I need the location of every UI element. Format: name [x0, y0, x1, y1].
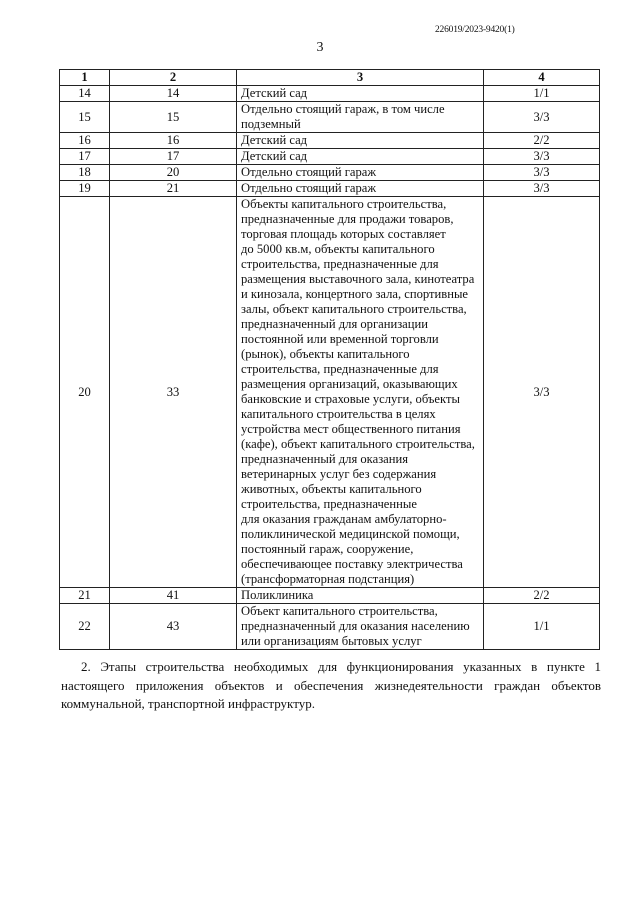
cell-text: 15	[78, 109, 91, 124]
cell-c3	[237, 86, 484, 102]
cell-c3	[237, 165, 484, 181]
cell-c1	[60, 197, 110, 588]
cell-text: Отдельно стоящий гараж, в том числе подземный	[241, 102, 445, 131]
cell-c2	[110, 165, 237, 181]
cell-text: 2/2	[533, 133, 550, 147]
cell-c4	[484, 149, 600, 165]
cell-text: 17	[166, 149, 180, 163]
cell-text: 43	[166, 619, 180, 633]
cell-text: 20	[78, 384, 91, 399]
cell-c4	[484, 181, 600, 197]
cell-c4	[484, 604, 600, 650]
cell-text: 33	[166, 384, 180, 399]
table-row	[60, 197, 600, 588]
cell-text: 20	[166, 165, 180, 179]
cell-text: 22	[78, 619, 91, 633]
cell-c1	[60, 604, 110, 650]
cell-text: Объекты капитального строительства, предназначенные для продажи товаров, торговая площадь которых составляет до 5000 кв.м, объекты капитального строительства, предназначенные для размещения выставочного зала, кинотеатра и кинозала, концертного зала, спортивные залы, объект капитального строительства, предназначенный для организации постоянной или временной торговли (рынок), объекты капитального строительства, предназначенные для размещения организаций, оказывающих банковские и страховые услуги, объекты капитального строительства в целях устройства мест общественного питания (кафе), объект капитального строительства, предназначенный для оказания ветеринарных услуг без содержания животных, объекты капитального строительства, предназначенные для оказания гражданам амбулаторно- поликлинической медицинской помощи, постоянный гараж, сооружение, обеспечивающее поставку электричества (трансформаторная подстанция)	[241, 197, 475, 586]
cell-c2	[110, 102, 237, 133]
cell-c2	[110, 133, 237, 149]
cell-c2	[110, 86, 237, 102]
cell-c1	[60, 102, 110, 133]
table-row	[60, 604, 600, 650]
cell-text: 3/3	[533, 384, 550, 399]
header-col-1: 1	[60, 70, 110, 86]
cell-c1	[60, 86, 110, 102]
cell-text: 3/3	[533, 181, 550, 195]
cell-c3	[237, 197, 484, 588]
cell-text: Отдельно стоящий гараж	[241, 165, 377, 179]
cell-text: 17	[78, 149, 91, 163]
cell-text: 3/3	[533, 149, 550, 163]
header-col-4: 4	[484, 70, 600, 86]
cell-text: 14	[166, 86, 180, 100]
cell-text: 1/1	[533, 619, 550, 633]
table-row	[60, 102, 600, 133]
cell-c3	[237, 102, 484, 133]
cell-c1	[60, 165, 110, 181]
cell-c1	[60, 588, 110, 604]
cell-c1	[60, 181, 110, 197]
document-id: 226019/2023-9420(1)	[435, 25, 515, 35]
cell-text: 16	[166, 133, 180, 147]
cell-text: 18	[78, 165, 91, 179]
objects-table	[59, 69, 600, 650]
cell-text: 3/3	[533, 109, 550, 124]
cell-c2	[110, 604, 237, 650]
cell-c2	[110, 181, 237, 197]
page-number: 3	[316, 40, 324, 55]
table-row	[60, 86, 600, 102]
table-row	[60, 588, 600, 604]
cell-c2	[110, 149, 237, 165]
cell-c3	[237, 588, 484, 604]
cell-text: Отдельно стоящий гараж	[241, 181, 377, 195]
header-col-3: 3	[237, 70, 484, 86]
cell-text: 1/1	[533, 86, 550, 100]
table-row	[60, 149, 600, 165]
cell-text: Объект капитального строительства, предназначенный для оказания населению или организациям бытовых услуг	[241, 604, 470, 648]
cell-text: Детский сад	[241, 86, 308, 100]
cell-c4	[484, 588, 600, 604]
cell-c1	[60, 149, 110, 165]
cell-text: 21	[78, 588, 91, 602]
cell-c3	[237, 149, 484, 165]
cell-text: 15	[166, 109, 180, 124]
paragraph-text: 2. Этапы строительства необходимых для функционирования указанных в пункте 1 настоящего приложения объектов и обеспечения жизнедеятельности граждан объектов коммунальной, транспортной инфраструктур.	[61, 659, 601, 711]
table-header-row	[60, 70, 600, 86]
cell-c4	[484, 102, 600, 133]
header-col-2: 2	[110, 70, 237, 86]
cell-c3	[237, 181, 484, 197]
cell-text: Поликлиника	[241, 588, 314, 602]
cell-text: Детский сад	[241, 133, 308, 147]
cell-text: Детский сад	[241, 149, 308, 163]
cell-text: 21	[166, 181, 180, 195]
cell-c2	[110, 197, 237, 588]
cell-c3	[237, 604, 484, 650]
cell-c4	[484, 165, 600, 181]
cell-c4	[484, 133, 600, 149]
cell-text: 3/3	[533, 165, 550, 179]
cell-text: 14	[78, 86, 91, 100]
table-row	[60, 165, 600, 181]
cell-c3	[237, 133, 484, 149]
cell-text: 2/2	[533, 588, 550, 602]
table-row	[60, 133, 600, 149]
paragraph-block	[61, 658, 601, 714]
cell-c4	[484, 197, 600, 588]
table-row	[60, 181, 600, 197]
cell-text: 19	[78, 181, 91, 195]
cell-c1	[60, 133, 110, 149]
cell-text: 41	[166, 588, 180, 602]
cell-c4	[484, 86, 600, 102]
cell-text: 16	[78, 133, 91, 147]
cell-c2	[110, 588, 237, 604]
